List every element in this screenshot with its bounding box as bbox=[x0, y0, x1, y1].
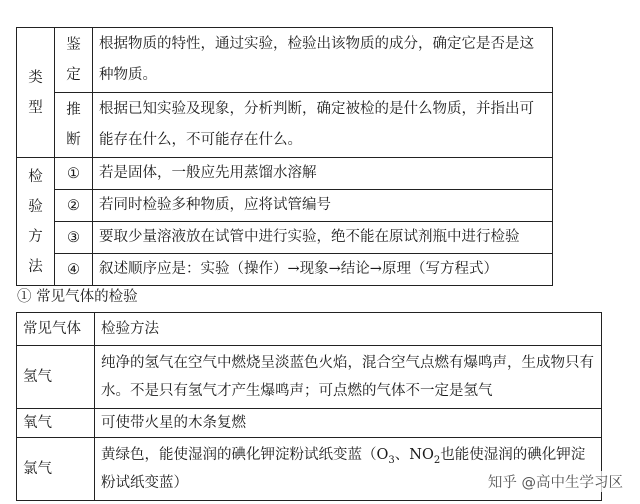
method-label-char: 方 bbox=[28, 228, 43, 245]
method-label-char: 法 bbox=[28, 258, 43, 275]
table-row bbox=[17, 93, 553, 158]
identification-text: 根据物质的特性，通过实验，检验出该物质的成分，确定它是否是这种物质。 bbox=[93, 28, 553, 93]
type-label-char: 类 bbox=[28, 69, 43, 86]
method-text: 黄绿色，能使湿润的碘化钾淀粉试纸变蓝（O bbox=[101, 447, 389, 463]
step-number: ③ bbox=[55, 222, 93, 254]
subscript: 3 bbox=[388, 454, 395, 466]
table-row bbox=[17, 190, 553, 222]
gas-name: 氧气 bbox=[17, 409, 95, 438]
header-method: 检验方法 bbox=[95, 313, 602, 346]
step-text: 若是固体，一般应先用蒸馏水溶解 bbox=[93, 158, 553, 190]
method-text: 、NO bbox=[394, 447, 434, 463]
table-row bbox=[17, 222, 553, 254]
gas-method: 纯净的氢气在空气中燃烧呈淡蓝色火焰，混合空气点燃有爆鸣声，生成物只有水。不是只有氢气才产生爆鸣声；可点燃的气体不一定是氢气 bbox=[95, 346, 602, 409]
gas-method: 可使带火星的木条复燃 bbox=[95, 409, 602, 438]
table-row bbox=[17, 346, 602, 409]
sub-label-char: 鉴 bbox=[66, 37, 81, 53]
type-label-char: 型 bbox=[28, 99, 43, 116]
method-label-char: 检 bbox=[28, 168, 43, 185]
sub-label-cell bbox=[55, 28, 93, 93]
type-label-cell bbox=[17, 28, 55, 158]
table-row bbox=[17, 28, 553, 93]
step-text: 叙述顺序应是：实验（操作）→现象→结论→原理（写方程式） bbox=[93, 254, 553, 286]
section-caption: ① 常见气体的检验 bbox=[17, 289, 138, 305]
step-text: 若同时检验多种物质，应将试管编号 bbox=[93, 190, 553, 222]
test-types-table bbox=[16, 27, 553, 286]
sub-label-char: 推 bbox=[66, 102, 81, 118]
step-number: ① bbox=[55, 158, 93, 190]
method-label-char: 验 bbox=[28, 198, 43, 215]
step-number: ② bbox=[55, 190, 93, 222]
subscript: 2 bbox=[433, 454, 441, 466]
header-gas: 常见气体 bbox=[17, 313, 95, 346]
sub-label-char: 定 bbox=[66, 67, 81, 83]
method-text: 也能使湿润的碘化钾淀粉试纸变蓝） bbox=[101, 447, 586, 491]
sub-label-cell bbox=[55, 93, 93, 158]
table-row bbox=[17, 158, 553, 190]
step-text: 要取少量溶液放在试管中进行实验，绝不能在原试剂瓶中进行检验 bbox=[93, 222, 553, 254]
step-number: ④ bbox=[55, 254, 93, 286]
table-row bbox=[17, 254, 553, 286]
table-header-row bbox=[17, 313, 602, 346]
table-row bbox=[17, 409, 602, 438]
gas-name: 氢气 bbox=[17, 346, 95, 409]
sub-label-char: 断 bbox=[66, 132, 81, 148]
method-label-cell bbox=[17, 158, 55, 286]
gas-name: 氯气 bbox=[17, 438, 95, 501]
watermark: 知乎 @高中生学习区 bbox=[485, 471, 626, 492]
inference-text: 根据已知实验及现象，分析判断，确定被检的是什么物质，并指出可能存在什么，不可能存在什么。 bbox=[93, 93, 553, 158]
